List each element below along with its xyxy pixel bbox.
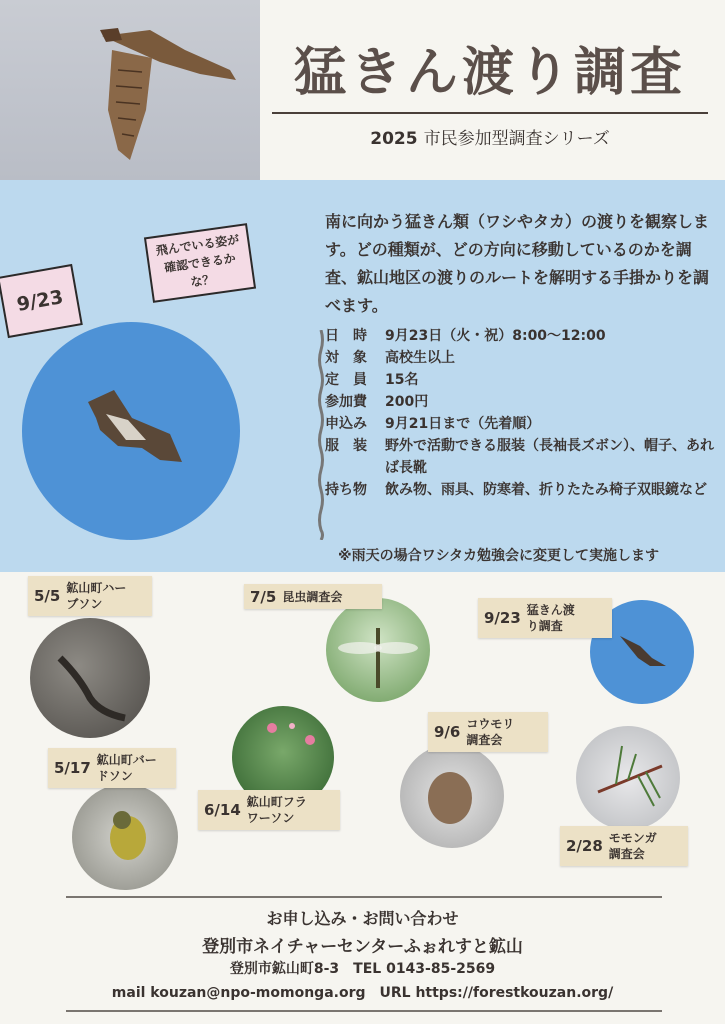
hawk-photo bbox=[0, 0, 260, 180]
detail-label: 対 象 bbox=[325, 350, 367, 366]
decorative-wavy-line bbox=[318, 330, 324, 540]
dragonfly-photo-circle bbox=[326, 598, 430, 702]
detail-label: 申込み bbox=[325, 416, 367, 432]
detail-value: 15名 bbox=[385, 372, 419, 388]
bird-illustration bbox=[72, 784, 178, 890]
lizard-illustration bbox=[30, 618, 150, 738]
detail-row-clothing bbox=[325, 435, 715, 479]
event-date: 5/17 bbox=[54, 759, 91, 777]
page-title: 猛きん渡り調査 bbox=[293, 43, 686, 103]
detail-row-target bbox=[325, 347, 715, 369]
contact-address-tel: 登別市鉱山町8-3 TEL 0143-85-2569 bbox=[229, 961, 496, 977]
question-speech-bubble: 飛んでいる姿が確認できるかな？ bbox=[144, 223, 256, 303]
detail-row-capacity bbox=[325, 369, 715, 391]
footer-bottom-divider bbox=[66, 1010, 662, 1012]
event-date: 5/5 bbox=[34, 587, 61, 605]
series-subtitle bbox=[272, 124, 708, 149]
event-date: 9/6 bbox=[434, 723, 461, 741]
series-year: 2025 bbox=[370, 129, 418, 149]
event-name: モモンガ調査会 bbox=[608, 831, 657, 861]
event-name: 猛きん渡り調査 bbox=[526, 603, 575, 633]
series-name: 市民参加型調査シリーズ bbox=[423, 129, 610, 149]
detail-value: 9月21日まで（先着順） bbox=[385, 416, 541, 432]
detail-row-fee bbox=[325, 391, 715, 413]
event-date: 7/5 bbox=[250, 587, 277, 606]
event-label-bat bbox=[428, 712, 548, 752]
event-name: コウモリ調査会 bbox=[466, 717, 515, 747]
bat-photo-circle bbox=[400, 744, 504, 848]
dragonfly-illustration bbox=[326, 598, 430, 702]
detail-label: 参加費 bbox=[325, 394, 367, 410]
detail-value: 飲み物、雨具、防寒着、折りたたみ椅子双眼鏡など bbox=[385, 482, 707, 498]
event-label-raptor bbox=[478, 598, 612, 638]
contact-heading: お申し込み・お問い合わせ bbox=[266, 909, 459, 928]
event-label-insect bbox=[244, 584, 382, 609]
detail-label: 服 装 bbox=[325, 438, 367, 454]
contact-organization: 登別市ネイチャーセンターふぉれすと鉱山 bbox=[202, 937, 523, 957]
bat-illustration bbox=[400, 744, 504, 848]
detail-label: 日 時 bbox=[325, 328, 367, 344]
detail-row-application bbox=[325, 413, 715, 435]
event-date: 6/14 bbox=[204, 801, 241, 819]
detail-value: 200円 bbox=[385, 394, 429, 410]
date-speech-bubble: 9/23 bbox=[0, 264, 83, 338]
pine-twig-illustration bbox=[576, 726, 680, 830]
title-divider bbox=[272, 112, 708, 114]
contact-mail-url: mail kouzan@npo-momonga.org URL https://forestkouzan.org/ bbox=[111, 985, 614, 1001]
detail-value: 野外で活動できる服装（長袖長ズボン）、帽子、あれば長靴 bbox=[385, 438, 714, 476]
event-date: 2/28 bbox=[566, 837, 603, 855]
detail-label: 持ち物 bbox=[325, 482, 367, 498]
intro-text: 南に向かう猛きん類（ワシやタカ）の渡りを観察します。どの種類が、どの方向に移動しているのかを調査、鉱山地区の渡りのルートを解明する手掛かりを調べます。 bbox=[325, 212, 710, 315]
bird-photo-circle bbox=[72, 784, 178, 890]
rain-notice: ※雨天の場合ワシタカ勉強会に変更して実施します bbox=[338, 548, 660, 564]
event-details bbox=[325, 325, 715, 501]
flying-squirrel-sign-photo-circle bbox=[576, 726, 680, 830]
detail-value: 9月23日（火・祝）8:00〜12:00 bbox=[385, 328, 606, 344]
event-label-herbson bbox=[28, 576, 152, 616]
event-name: 鉱山町ハーブソン bbox=[66, 581, 127, 611]
detail-row-belongings bbox=[325, 479, 715, 501]
flying-hawk-illustration bbox=[22, 322, 240, 540]
lizard-photo-circle bbox=[30, 618, 150, 738]
event-label-momonga bbox=[560, 826, 688, 866]
event-date: 9/23 bbox=[484, 609, 521, 627]
footer-top-divider bbox=[66, 896, 662, 898]
event-label-birdson bbox=[48, 748, 176, 788]
event-name: 昆虫調査会 bbox=[282, 589, 343, 604]
event-name: 鉱山町フラワーソン bbox=[246, 795, 307, 825]
detail-value: 高校生以上 bbox=[385, 350, 455, 366]
event-name: 鉱山町バードソン bbox=[96, 753, 157, 783]
detail-label: 定 員 bbox=[325, 372, 367, 388]
hawk-circle-photo bbox=[22, 322, 240, 540]
event-label-flowerson bbox=[198, 790, 340, 830]
detail-row-datetime bbox=[325, 325, 715, 347]
hawk-illustration bbox=[0, 0, 260, 180]
